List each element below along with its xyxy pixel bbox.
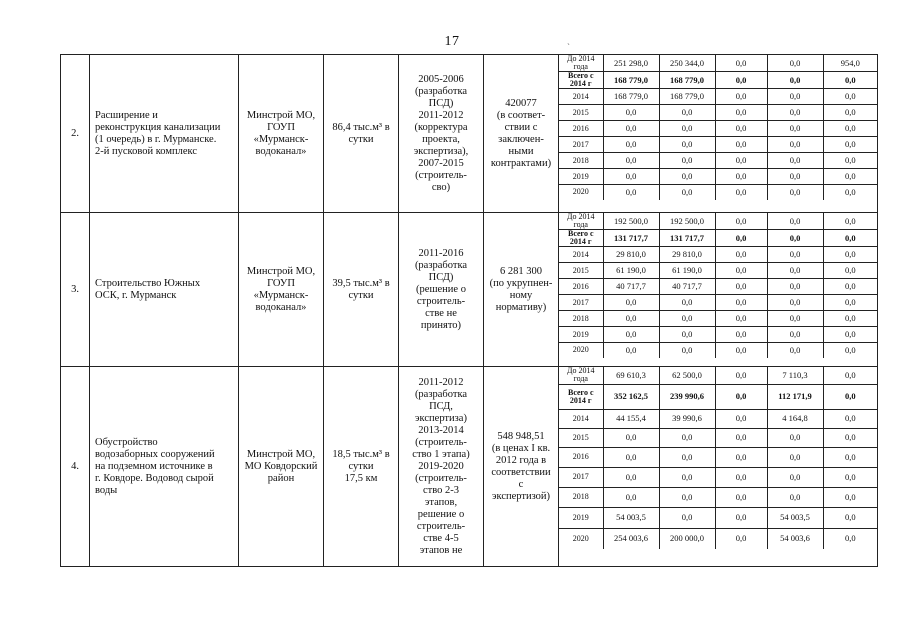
project-name	[90, 55, 239, 213]
financing-value: 0,0	[823, 311, 877, 327]
financing-value: 0,0	[659, 487, 715, 507]
financing-cell	[559, 213, 878, 367]
financing-value: 0,0	[715, 384, 767, 409]
financing-cell	[559, 367, 878, 567]
corner-mark: `	[567, 42, 570, 52]
financing-value: 39 990,6	[659, 409, 715, 428]
financing-value: 131 717,7	[659, 230, 715, 247]
project-name-text: Расширение и реконструкция канализации (1 очередь) в г. Мурманске. 2-й пусковой комплекс	[95, 109, 221, 157]
page-number: 17	[444, 34, 460, 49]
financing-value: 168 779,0	[603, 72, 659, 89]
financing-value: 0,0	[715, 72, 767, 89]
financing-value: 0,0	[767, 230, 823, 247]
financing-value: 0,0	[823, 121, 877, 137]
financing-value: 0,0	[659, 428, 715, 447]
financing-year: 2016	[559, 447, 603, 467]
financing-value: 0,0	[715, 487, 767, 507]
financing-value: 0,0	[603, 428, 659, 447]
projects-table	[60, 54, 878, 567]
financing-value: 0,0	[823, 247, 877, 263]
financing-year: До 2014 года	[559, 213, 603, 230]
financing-value: 0,0	[767, 487, 823, 507]
financing-value: 0,0	[603, 105, 659, 121]
financing-value: 0,0	[603, 447, 659, 467]
financing-year: До 2014 года	[559, 367, 603, 384]
financing-value: 0,0	[603, 137, 659, 153]
financing-value: 0,0	[715, 55, 767, 72]
financing-value: 0,0	[659, 137, 715, 153]
project-number: 2.	[61, 55, 90, 213]
financing-value: 0,0	[715, 295, 767, 311]
financing-row	[559, 487, 877, 507]
period: 2005-2006 (разработка ПСД) 2011-2012 (корректура проекта, экспертиза), 2007-2015 (строитель- сво)	[399, 55, 484, 213]
financing-value: 0,0	[715, 428, 767, 447]
financing-year: 2014	[559, 89, 603, 105]
financing-value: 192 500,0	[659, 213, 715, 230]
financing-year: 2017	[559, 467, 603, 487]
financing-value: 0,0	[659, 447, 715, 467]
executor: Минстрой МО, ГОУП «Мурманск- водоканал»	[239, 213, 324, 367]
financing-year: Всего с 2014 г	[559, 72, 603, 89]
financing-value: 0,0	[823, 295, 877, 311]
financing-value: 0,0	[659, 327, 715, 343]
financing-row	[559, 230, 877, 247]
financing-value: 0,0	[767, 121, 823, 137]
financing-value: 0,0	[659, 467, 715, 487]
financing-year: 2016	[559, 121, 603, 137]
project-number: 4.	[61, 367, 90, 567]
project-name-text: Обустройство водозаборных сооружений на подземном источнике в г. Ковдоре. Водовод сырой воды	[95, 436, 215, 496]
financing-value: 112 171,9	[767, 384, 823, 409]
financing-value: 44 155,4	[603, 409, 659, 428]
financing-row	[559, 367, 877, 384]
financing-value: 0,0	[715, 507, 767, 528]
financing-value: 61 190,0	[659, 263, 715, 279]
financing-value: 0,0	[715, 89, 767, 105]
financing-value: 0,0	[715, 137, 767, 153]
financing-year: 2017	[559, 295, 603, 311]
financing-value: 0,0	[767, 467, 823, 487]
financing-row	[559, 153, 877, 169]
financing-row	[559, 384, 877, 409]
financing-row	[559, 295, 877, 311]
executor: Минстрой МО, ГОУП «Мурманск- водоканал»	[239, 55, 324, 213]
financing-row	[559, 528, 877, 549]
financing-value: 0,0	[715, 213, 767, 230]
financing-value: 0,0	[715, 279, 767, 295]
financing-value: 0,0	[603, 343, 659, 358]
financing-value: 0,0	[823, 153, 877, 169]
financing-row	[559, 279, 877, 295]
financing-value: 0,0	[823, 137, 877, 153]
financing-row	[559, 105, 877, 121]
financing-value: 0,0	[823, 507, 877, 528]
financing-table	[559, 213, 877, 358]
financing-value: 0,0	[767, 343, 823, 358]
financing-value: 0,0	[767, 89, 823, 105]
financing-value: 0,0	[715, 247, 767, 263]
financing-value: 0,0	[715, 343, 767, 358]
financing-row	[559, 185, 877, 200]
financing-row	[559, 72, 877, 89]
financing-value: 0,0	[603, 311, 659, 327]
financing-row	[559, 263, 877, 279]
financing-value: 0,0	[823, 169, 877, 185]
financing-value: 0,0	[767, 428, 823, 447]
financing-value: 0,0	[715, 153, 767, 169]
financing-value: 0,0	[603, 153, 659, 169]
financing-value: 254 003,6	[603, 528, 659, 549]
financing-value: 0,0	[659, 343, 715, 358]
financing-value: 4 164,8	[767, 409, 823, 428]
financing-row	[559, 467, 877, 487]
financing-value: 0,0	[823, 367, 877, 384]
project-name	[90, 213, 239, 367]
financing-row	[559, 409, 877, 428]
financing-year: 2020	[559, 185, 603, 200]
financing-row	[559, 121, 877, 137]
financing-value: 0,0	[823, 72, 877, 89]
financing-value: 0,0	[767, 105, 823, 121]
financing-value: 0,0	[823, 105, 877, 121]
financing-value: 0,0	[603, 169, 659, 185]
financing-value: 0,0	[767, 247, 823, 263]
financing-value: 0,0	[767, 263, 823, 279]
financing-value: 0,0	[823, 230, 877, 247]
financing-value: 0,0	[823, 487, 877, 507]
financing-value: 0,0	[715, 409, 767, 428]
financing-value: 0,0	[603, 487, 659, 507]
financing-value: 0,0	[603, 327, 659, 343]
financing-value: 0,0	[767, 169, 823, 185]
financing-value: 0,0	[823, 447, 877, 467]
financing-value: 0,0	[767, 295, 823, 311]
financing-row	[559, 89, 877, 105]
financing-value: 0,0	[823, 213, 877, 230]
financing-value: 200 000,0	[659, 528, 715, 549]
financing-year: 2019	[559, 507, 603, 528]
financing-year: 2015	[559, 105, 603, 121]
financing-row	[559, 213, 877, 230]
financing-row	[559, 137, 877, 153]
financing-value: 0,0	[715, 169, 767, 185]
financing-value: 0,0	[659, 295, 715, 311]
financing-year: 2014	[559, 247, 603, 263]
financing-value: 7 110,3	[767, 367, 823, 384]
capacity: 18,5 тыс.м³ в сутки 17,5 км	[324, 367, 399, 567]
period: 2011-2016 (разработка ПСД) (решение о строитель- стве не принято)	[399, 213, 484, 367]
financing-year: Всего с 2014 г	[559, 384, 603, 409]
financing-value: 0,0	[715, 185, 767, 200]
financing-value: 0,0	[715, 447, 767, 467]
financing-cell	[559, 55, 878, 213]
financing-value: 0,0	[823, 467, 877, 487]
financing-value: 0,0	[767, 327, 823, 343]
financing-value: 168 779,0	[659, 89, 715, 105]
financing-value: 0,0	[767, 153, 823, 169]
financing-value: 40 717,7	[603, 279, 659, 295]
project-name	[90, 367, 239, 567]
financing-value: 239 990,6	[659, 384, 715, 409]
financing-value: 131 717,7	[603, 230, 659, 247]
financing-year: До 2014 года	[559, 55, 603, 72]
financing-value: 0,0	[603, 467, 659, 487]
financing-value: 0,0	[767, 213, 823, 230]
financing-value: 0,0	[659, 311, 715, 327]
financing-value: 0,0	[823, 279, 877, 295]
financing-value: 40 717,7	[659, 279, 715, 295]
financing-value: 0,0	[715, 467, 767, 487]
financing-row	[559, 55, 877, 72]
financing-value: 0,0	[844, 186, 856, 197]
financing-value: 0,0	[823, 409, 877, 428]
cost: 548 948,51 (в ценах I кв. 2012 года в соответствии с экспертизой)	[484, 367, 559, 567]
financing-year: 2020	[559, 343, 603, 358]
financing-value: 54 003,6	[767, 528, 823, 549]
financing-value: 0,0	[767, 279, 823, 295]
financing-value: 0,0	[823, 327, 877, 343]
financing-value: 0,0	[823, 384, 877, 409]
financing-value: 0,0	[659, 185, 715, 200]
financing-table	[559, 55, 877, 200]
financing-value: 0,0	[715, 311, 767, 327]
financing-value: 29 810,0	[603, 247, 659, 263]
financing-row	[559, 247, 877, 263]
financing-value: 168 779,0	[603, 89, 659, 105]
financing-row	[559, 428, 877, 447]
financing-value: 954,0	[823, 55, 877, 72]
project-name-text: Строительство Южных ОСК, г. Мурманск	[95, 277, 201, 301]
financing-value: 0,0	[767, 311, 823, 327]
financing-value: 0,0	[715, 528, 767, 549]
financing-value: 0,0	[659, 169, 715, 185]
financing-value: 0,0	[715, 263, 767, 279]
financing-row	[559, 311, 877, 327]
financing-value: 0,0	[603, 121, 659, 137]
financing-year: 2018	[559, 153, 603, 169]
cost: 420077 (в соответ- ствии с заключен- ными контрактами)	[484, 55, 559, 213]
financing-value: 0,0	[715, 230, 767, 247]
capacity: 39,5 тыс.м³ в сутки	[324, 213, 399, 367]
financing-row	[559, 169, 877, 185]
financing-year: 2019	[559, 327, 603, 343]
financing-year: 2014	[559, 409, 603, 428]
financing-value: 0,0	[715, 327, 767, 343]
project-row	[61, 367, 878, 567]
financing-value: 0,0	[659, 507, 715, 528]
financing-value: 251 298,0	[603, 55, 659, 72]
financing-value: 54 003,5	[767, 507, 823, 528]
financing-value: 61 190,0	[603, 263, 659, 279]
financing-year: 2015	[559, 428, 603, 447]
financing-value: 54 003,5	[603, 507, 659, 528]
financing-value: 250 344,0	[659, 55, 715, 72]
cost: 6 281 300 (по укрупнен- ному нормативу)	[484, 213, 559, 367]
financing-value: 69 610,3	[603, 367, 659, 384]
financing-value: 192 500,0	[603, 213, 659, 230]
financing-value: 29 810,0	[659, 247, 715, 263]
financing-year: 2016	[559, 279, 603, 295]
financing-value: 0,0	[823, 263, 877, 279]
financing-row	[559, 447, 877, 467]
financing-year: 2020	[559, 528, 603, 549]
project-row	[61, 55, 878, 213]
financing-value: 62 500,0	[659, 367, 715, 384]
financing-value: 0,0	[767, 185, 823, 200]
financing-value: 0,0	[715, 105, 767, 121]
capacity: 86,4 тыс.м³ в сутки	[324, 55, 399, 213]
financing-value: 0,0	[603, 185, 659, 200]
period: 2011-2012 (разработка ПСД, экспертиза) 2013-2014 (строитель- ство 1 этапа) 2019-2020 (строитель- ство 2-3 этапов, решение о строитель- стве 4-5 этапов не	[399, 367, 484, 567]
financing-year: Всего с 2014 г	[559, 230, 603, 247]
financing-value: 0,0	[823, 428, 877, 447]
financing-value: 0,0	[659, 105, 715, 121]
financing-value: 352 162,5	[603, 384, 659, 409]
financing-value: 0,0	[767, 72, 823, 89]
financing-year: 2015	[559, 263, 603, 279]
financing-value: 0,0	[659, 121, 715, 137]
financing-value: 0,0	[767, 55, 823, 72]
financing-value: 0,0	[767, 137, 823, 153]
financing-value: 0,0	[715, 121, 767, 137]
financing-value: 0,0	[844, 344, 856, 355]
project-row	[61, 213, 878, 367]
financing-value: 0,0	[603, 295, 659, 311]
financing-value: 0,0	[844, 533, 856, 544]
financing-value: 0,0	[823, 89, 877, 105]
financing-year: 2019	[559, 169, 603, 185]
financing-value: 0,0	[767, 447, 823, 467]
financing-row	[559, 507, 877, 528]
executor: Минстрой МО, МО Ковдорский район	[239, 367, 324, 567]
financing-year: 2018	[559, 311, 603, 327]
financing-value: 168 779,0	[659, 72, 715, 89]
financing-year: 2017	[559, 137, 603, 153]
financing-row	[559, 343, 877, 358]
project-number: 3.	[61, 213, 90, 367]
financing-row	[559, 327, 877, 343]
financing-table	[559, 367, 877, 549]
financing-value: 0,0	[715, 367, 767, 384]
financing-value: 0,0	[659, 153, 715, 169]
financing-year: 2018	[559, 487, 603, 507]
